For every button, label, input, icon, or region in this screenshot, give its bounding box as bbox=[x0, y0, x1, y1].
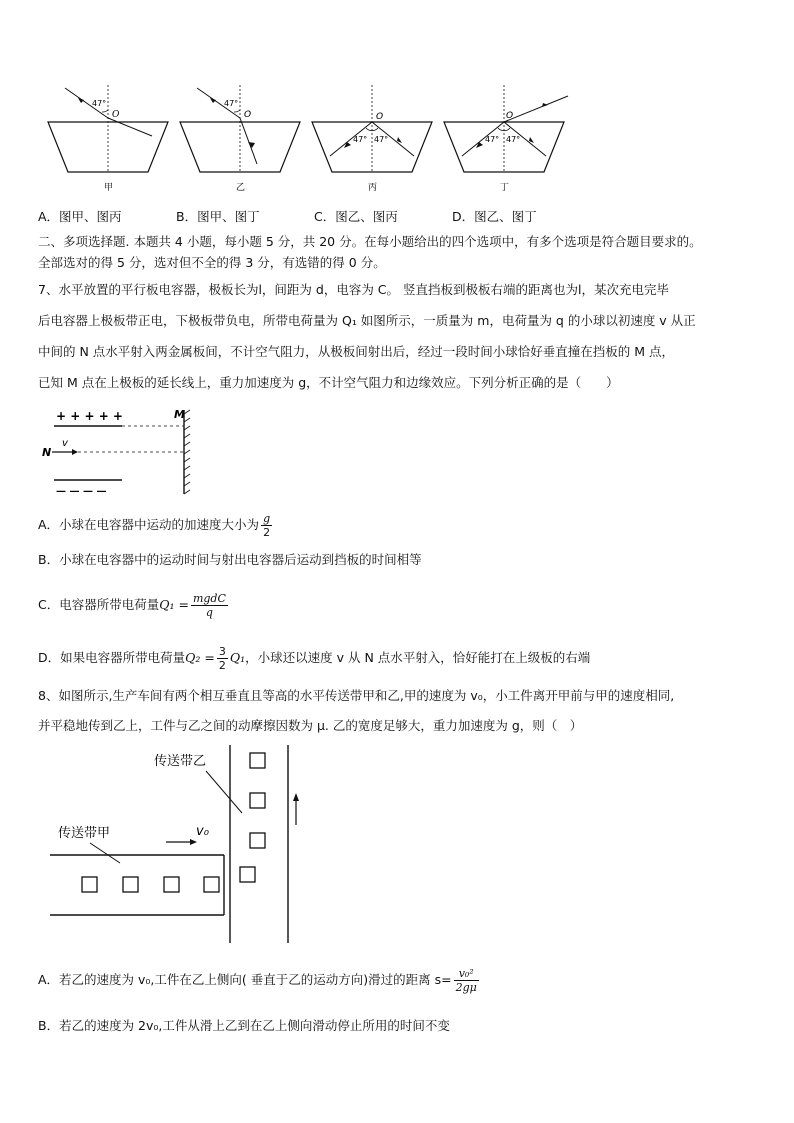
angle-left-label: 47° bbox=[485, 135, 500, 144]
q7-line1: 7、水平放置的平行板电容器，极板长为l，间距为 d，电容为 C。 竖直挡板到极板右端的距离也为l，某次充电完毕 bbox=[38, 282, 669, 297]
velocity-label: v₀ bbox=[196, 824, 209, 839]
point-label: O bbox=[112, 110, 120, 120]
q7-option-c-text: C．电容器所带电荷量 bbox=[38, 597, 160, 612]
q7-option-d-rhs: Q₁ bbox=[229, 650, 246, 665]
q7-line3: 中间的 N 点水平射入两金属板间，不计空气阻力，从极板间射出后，经过一段时间小球恰好垂直撞在挡板的 M 点， bbox=[38, 344, 675, 359]
fraction-3-over-2: $\frac{3}{2}$ bbox=[218, 645, 226, 672]
section2-line1: 二、多项选择题. 本题共 4 小题，每小题 5 分，共 20 分。在每小题给出的四个选项中，有多个选项是符合题目要求的。 bbox=[38, 234, 702, 249]
q8-option-b[interactable]: B．若乙的速度为 2v₀,工件从滑上乙到在乙上侧向滑动停止所用的时间不变 bbox=[38, 1018, 450, 1033]
label-m: M bbox=[174, 408, 185, 421]
q7-option-b[interactable]: B．小球在电容器中的运动时间与射出电容器后运动到挡板的时间相等 bbox=[38, 552, 422, 567]
belt-a-label: 传送带甲 bbox=[58, 826, 111, 841]
q7-option-d-lhs: Q₂ = bbox=[185, 650, 215, 665]
figure-caption: 丙 bbox=[368, 183, 378, 193]
prism-figures bbox=[40, 80, 580, 200]
figure-caption: 丁 bbox=[500, 183, 510, 193]
q7-option-d-pre: D．如果电容器所带电荷量 bbox=[38, 650, 186, 665]
point-label: O bbox=[244, 110, 252, 120]
figure-caption: 甲 bbox=[104, 183, 114, 193]
prism-figure-ding bbox=[444, 85, 568, 193]
q7-option-c[interactable] bbox=[38, 588, 230, 622]
label-v: v bbox=[62, 438, 68, 449]
prism-figure-yi bbox=[180, 85, 300, 193]
q6-option-c[interactable]: C．图乙、图丙 bbox=[314, 209, 398, 224]
fraction-g-over-2: $\frac{g}{2}$ bbox=[263, 512, 271, 539]
angle-label: 47° bbox=[224, 99, 239, 108]
q6-option-d[interactable]: D．图乙、图丁 bbox=[452, 209, 537, 224]
capacitor-figure bbox=[38, 402, 198, 498]
figure-caption: 乙 bbox=[236, 183, 246, 193]
top-plate-charges: + + + + + bbox=[56, 409, 123, 423]
section2-line2: 全部选对的得 5 分，选对但不全的得 3 分，有选错的得 0 分。 bbox=[38, 255, 386, 270]
q7-option-a[interactable] bbox=[38, 508, 274, 542]
point-label: O bbox=[376, 112, 384, 122]
q8-option-a-text: A．若乙的速度为 v₀,工件在乙上侧向( 垂直于乙的运动方向)滑过的距离 s= bbox=[38, 972, 452, 987]
q6-option-a[interactable]: A．图甲、图丙 bbox=[38, 209, 122, 224]
q7-option-c-lhs: Q₁ = bbox=[159, 597, 189, 612]
q8-option-a[interactable] bbox=[38, 962, 481, 998]
q8-line1: 8、如图所示,生产车间有两个相互垂直且等高的水平传送带甲和乙,甲的速度为 v₀，小工件离开甲前与甲的速度相同, bbox=[38, 688, 675, 703]
q7-option-d-post: ，小球还以速度 v 从 N 点水平射入，恰好能打在上级板的右端 bbox=[245, 650, 591, 665]
angle-right-label: 47° bbox=[374, 135, 389, 144]
q8-line2: 并平稳地传到乙上，工件与乙之间的动摩擦因数为 μ. 乙的宽度足够大，重力加速度为 g，则（ ） bbox=[38, 718, 583, 733]
q7-option-a-text: A．小球在电容器中运动的加速度大小为 bbox=[38, 517, 260, 532]
angle-label: 47° bbox=[92, 99, 107, 108]
belt-b-label: 传送带乙 bbox=[154, 754, 207, 769]
fraction-mgdc-over-q: $\frac{\text{mgdC}}{q}$ bbox=[192, 592, 226, 619]
angle-right-label: 47° bbox=[506, 135, 521, 144]
point-label: O bbox=[506, 111, 514, 121]
angle-left-label: 47° bbox=[353, 135, 368, 144]
label-n: N bbox=[42, 446, 52, 459]
q7-option-d[interactable] bbox=[38, 641, 590, 675]
prism-figure-bing bbox=[312, 85, 432, 193]
q7-line4: 已知 M 点在上极板的延长线上，重力加速度为 g，不计空气阻力和边缘效应。下列分析正确的是（ ） bbox=[38, 375, 619, 390]
q7-line2: 后电容器上极板带正电，下极板带负电，所带电荷量为 Q₁ 如图所示，一质量为 m，电荷量为 q 的小球以初速度 v 从正 bbox=[38, 313, 696, 328]
q6-option-b[interactable]: B．图甲、图丁 bbox=[176, 209, 260, 224]
fraction-v0sq-over-2gmu: $\frac{\text{v₀²}}{2g\mu}$ bbox=[455, 967, 477, 994]
prism-figure-jia bbox=[48, 85, 168, 193]
conveyor-figure bbox=[50, 745, 320, 945]
bottom-plate-charges: — — — — bbox=[56, 486, 107, 497]
